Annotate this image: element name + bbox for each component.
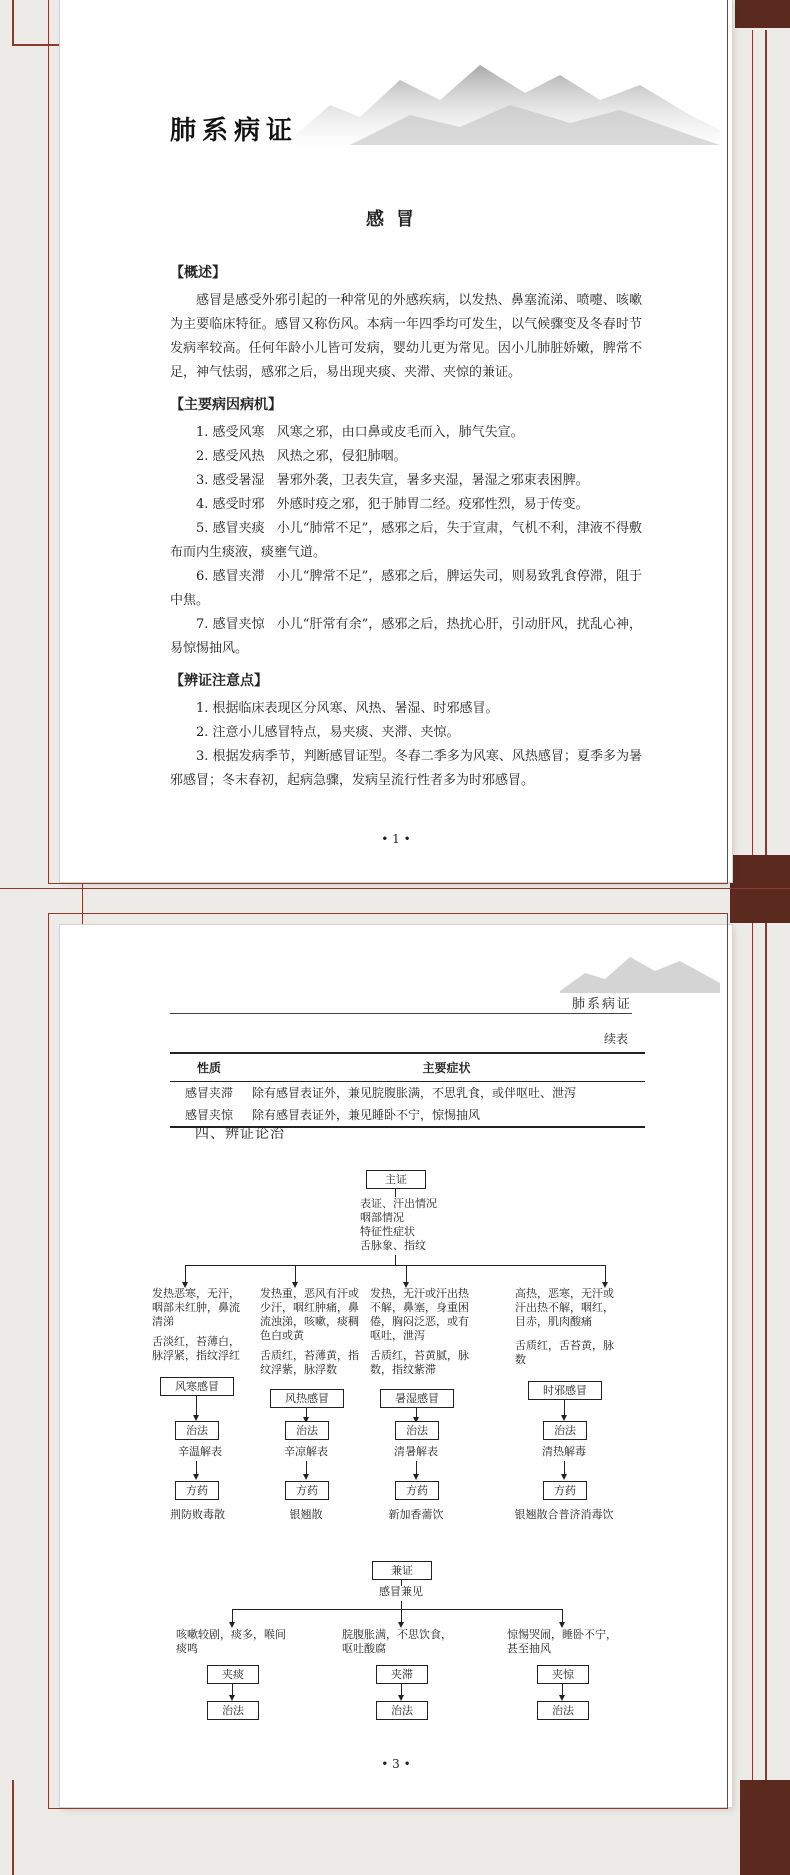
etiology-item: [170, 421, 642, 445]
flow-arrow: [562, 1684, 563, 1696]
syndrome-type-box: 时邪感冒: [528, 1381, 602, 1400]
branch-arrow: [185, 1265, 186, 1283]
branch-tongue: 舌质红，苔黄腻，脉数，指纹紫滞: [370, 1349, 469, 1376]
item-desc: 外感时疫之邪，犯于肺胃二经。疫邪性烈，易于传变。: [276, 497, 589, 512]
etiology-item: [170, 445, 642, 469]
complication-method-box: 治法: [376, 1701, 428, 1720]
connector-line: [401, 1601, 402, 1609]
item-desc: 小儿“肺常不足”，感邪之后，失于宣肃，气机不利，津液不得敷布而内生痰液，痰壅气道。: [170, 521, 642, 560]
item-desc: 风热之邪，侵犯肺咽。: [276, 449, 407, 464]
treatment-method: 辛温解表: [178, 1445, 222, 1458]
section-title: 感冒: [366, 209, 426, 230]
flow-arrow: [416, 1461, 417, 1475]
item-number: 4.: [196, 497, 209, 512]
table-header: 主要症状: [248, 1053, 645, 1082]
formula-name: 银翘散合普济消毒饮: [514, 1508, 614, 1521]
item-desc: 根据发病季节，判断感冒证型。冬春二季多为风寒、风热感冒；夏季多为暑邪感冒；冬末春初，起病急骤，发病呈流行性者多为时邪感冒。: [170, 749, 642, 788]
table-cell: 除有感冒表证外，兼见睡卧不宁，惊惕抽风: [248, 1104, 645, 1127]
notes-heading: 【辨证注意点】: [170, 673, 268, 689]
item-number: 1.: [196, 425, 209, 440]
branch-tongue: 舌质红，舌苔黄，脉数: [515, 1339, 614, 1366]
complication-box: 兼证: [372, 1561, 432, 1580]
method-label-box: 治法: [543, 1421, 587, 1440]
treatment-method: 清热解毒: [542, 1445, 586, 1458]
item-number: 7.: [196, 617, 209, 632]
item-desc: 注意小儿感冒特点，易夹痰、夹滞、夹惊。: [212, 725, 460, 740]
main-desc-line: 咽部情况: [360, 1211, 404, 1224]
bg-block-top-right: [735, 0, 790, 28]
formula-name: 新加香薷饮: [388, 1508, 444, 1521]
branch-arrow: [406, 1265, 407, 1283]
page-1: [60, 0, 732, 882]
symptom-table: [170, 1052, 645, 1128]
page-1-body: [170, 255, 642, 793]
table-header-row: [170, 1053, 645, 1082]
item-number: 3.: [196, 473, 209, 488]
etiology-heading: 【主要病因病机】: [170, 397, 282, 413]
table-cell: 除有感冒表证外，兼见脘腹胀满，不思乳食，或伴呕吐、泄泻: [252, 1086, 577, 1100]
branch-symptoms: 高热，恶寒，无汗或汗出热不解，咽红，目赤，肌肉酸痛: [515, 1287, 614, 1328]
formula-label-box: 方药: [543, 1481, 587, 1500]
etiology-item: [170, 493, 642, 517]
method-label-box: 治法: [395, 1421, 439, 1440]
treatment-subheading: 四、辨证论治: [195, 1126, 285, 1142]
bg-rule-left-vertical-2: [12, 1780, 14, 1875]
item-desc: 小儿“脾常不足”，感邪之后，脾运失司，则易致乳食停滞，阻于中焦。: [170, 569, 642, 608]
flow-arrow: [564, 1461, 565, 1475]
item-number: 2.: [196, 449, 209, 464]
formula-label-box: 方药: [395, 1481, 439, 1500]
chapter-title: 肺系病证: [170, 116, 299, 146]
flow-arrow: [564, 1400, 565, 1416]
flow-arrow: [232, 1684, 233, 1696]
page-2: [60, 925, 732, 1807]
table-row: [170, 1082, 645, 1105]
branch-tongue: 舌淡红，苔薄白，脉浮紧，指纹浮红: [152, 1335, 240, 1362]
treatment-method: 清暑解表: [394, 1445, 438, 1458]
item-desc: 小儿“肝常有余”，感邪之后，热扰心肝，引动肝风，扰乱心神，易惊惕抽风。: [170, 617, 642, 656]
complication-method-box: 治法: [207, 1701, 259, 1720]
item-desc: 风寒之邪，由口鼻或皮毛而入，肺气失宣。: [276, 425, 524, 440]
item-number: 6.: [196, 569, 209, 584]
flow-arrow: [306, 1408, 307, 1418]
bg-block-bottom-right: [740, 1780, 790, 1875]
bg-rule-right-vertical-2: [752, 30, 753, 1875]
item-number: 1.: [196, 701, 209, 716]
bg-rule-left-vertical: [12, 0, 14, 45]
item-term: 感冒夹痰: [212, 521, 265, 536]
branch-tongue: 舌质红，苔薄黄，指纹浮紫，脉浮数: [260, 1349, 359, 1376]
item-number: 3.: [196, 749, 209, 764]
overview-paragraph: 感冒是感受外邪引起的一种常见的外感疾病，以发热、鼻塞流涕、喷嚏、咳嗽为主要临床特征。感冒又称伤风。本病一年四季均可发生，以气候骤变及冬春时节发病率较高。任何年龄小儿皆可发病，婴幼儿更为常见。因小儿肺脏娇嫩，脾常不足，神气怯弱，感邪之后，易出现夹痰、夹滞、夹惊的兼证。: [170, 293, 642, 380]
running-head-rule: [170, 1013, 632, 1014]
bg-rule-mid-horizontal: [0, 888, 790, 889]
mountain-ink-illustration-small: [560, 943, 720, 993]
overview-heading: 【概述】: [170, 265, 226, 281]
complication-symptoms: 惊惕哭闹，睡卧不宁，甚至抽风: [507, 1628, 617, 1655]
bg-rule-right-vertical: [765, 30, 767, 1875]
page-number: • 1 •: [381, 832, 411, 846]
flow-arrow: [416, 1408, 417, 1418]
continued-label: 续表: [603, 1032, 628, 1046]
notes-item: [170, 697, 642, 721]
complication-symptoms: 咳嗽较剧，痰多，喉间痰鸣: [176, 1628, 286, 1655]
bg-block-mid-right: [730, 855, 790, 923]
flow-arrow: [401, 1684, 402, 1696]
formula-label-box: 方药: [175, 1481, 219, 1500]
flow-arrow: [196, 1396, 197, 1416]
page-number: • 3 •: [381, 1757, 411, 1771]
notes-item: [170, 721, 642, 745]
formula-name: 荆防败毒散: [170, 1508, 225, 1521]
etiology-item: [170, 613, 642, 661]
table-cell: 感冒夹滞: [184, 1086, 233, 1100]
branch-arrow: [232, 1609, 233, 1623]
item-desc: 暑邪外袭，卫表失宣，暑多夹湿，暑湿之邪束表困脾。: [276, 473, 589, 488]
bg-rule-top-horizontal: [12, 44, 60, 46]
notes-item: [170, 745, 642, 793]
treatment-method: 辛凉解表: [284, 1445, 328, 1458]
branch-arrow: [401, 1609, 402, 1623]
item-number: 2.: [196, 725, 209, 740]
table-header: 性质: [170, 1053, 248, 1082]
method-label-box: 治法: [175, 1421, 219, 1440]
item-term: 感受暑湿: [212, 473, 265, 488]
branch-symptoms: 发热恶寒，无汗，咽部未红肿，鼻流清涕: [152, 1287, 240, 1328]
table-cell: 感冒夹惊: [170, 1104, 248, 1127]
flow-arrow: [196, 1461, 197, 1475]
item-term: 感冒夹惊: [212, 617, 265, 632]
mountain-ink-illustration: [290, 45, 720, 145]
main-desc-line: 表证、汗出情况: [360, 1197, 437, 1210]
item-term: 感受风热: [212, 449, 265, 464]
complication-symptoms: 脘腹胀满，不思饮食，呕吐酸腐: [342, 1628, 452, 1655]
main-description: [360, 1197, 437, 1253]
item-term: 感冒夹滞: [212, 569, 265, 584]
complication-type-box: 夹痰: [207, 1665, 259, 1684]
item-term: 感受时邪: [212, 497, 265, 512]
main-desc-line: 特征性症状: [360, 1225, 415, 1238]
etiology-item: [170, 517, 642, 565]
item-term: 感受风寒: [212, 425, 265, 440]
method-label-box: 治法: [285, 1421, 329, 1440]
branch-arrow: [562, 1609, 563, 1623]
connector-line: [395, 1189, 396, 1197]
item-desc: 根据临床表现区分风寒、风热、暑湿、时邪感冒。: [212, 701, 499, 716]
syndrome-type-box: 风寒感冒: [160, 1377, 234, 1396]
etiology-item: [170, 469, 642, 493]
complication-method-box: 治法: [537, 1701, 589, 1720]
main-desc-line: 舌脉象、指纹: [360, 1239, 426, 1252]
complication-type-box: 夹滞: [376, 1665, 428, 1684]
complication-description: 感冒兼见: [379, 1585, 423, 1598]
complication-type-box: 夹惊: [537, 1665, 589, 1684]
syndrome-type-box: 暑湿感冒: [380, 1389, 454, 1408]
etiology-item: [170, 565, 642, 613]
running-head: 肺系病证: [571, 997, 632, 1012]
complication-bar: [232, 1609, 562, 1610]
formula-label-box: 方药: [285, 1481, 329, 1500]
flow-arrow: [306, 1461, 307, 1475]
item-number: 5.: [196, 521, 209, 536]
main-syndrome-box: 主证: [366, 1170, 426, 1189]
branch-symptoms: 发热重，恶风有汗或少汗，咽红肿痛，鼻流浊涕，咳嗽，痰稠色白或黄: [260, 1287, 359, 1342]
syndrome-type-box: 风热感冒: [270, 1389, 344, 1408]
branch-symptoms: 发热，无汗或汗出热不解，鼻塞，身重困倦，胸闷泛恶，或有呕吐，泄泻: [370, 1287, 469, 1342]
connector-line: [395, 1255, 396, 1265]
branch-arrow: [605, 1265, 606, 1283]
formula-name: 银翘散: [289, 1508, 323, 1521]
branch-bar: [185, 1265, 605, 1266]
branch-arrow: [295, 1265, 296, 1283]
